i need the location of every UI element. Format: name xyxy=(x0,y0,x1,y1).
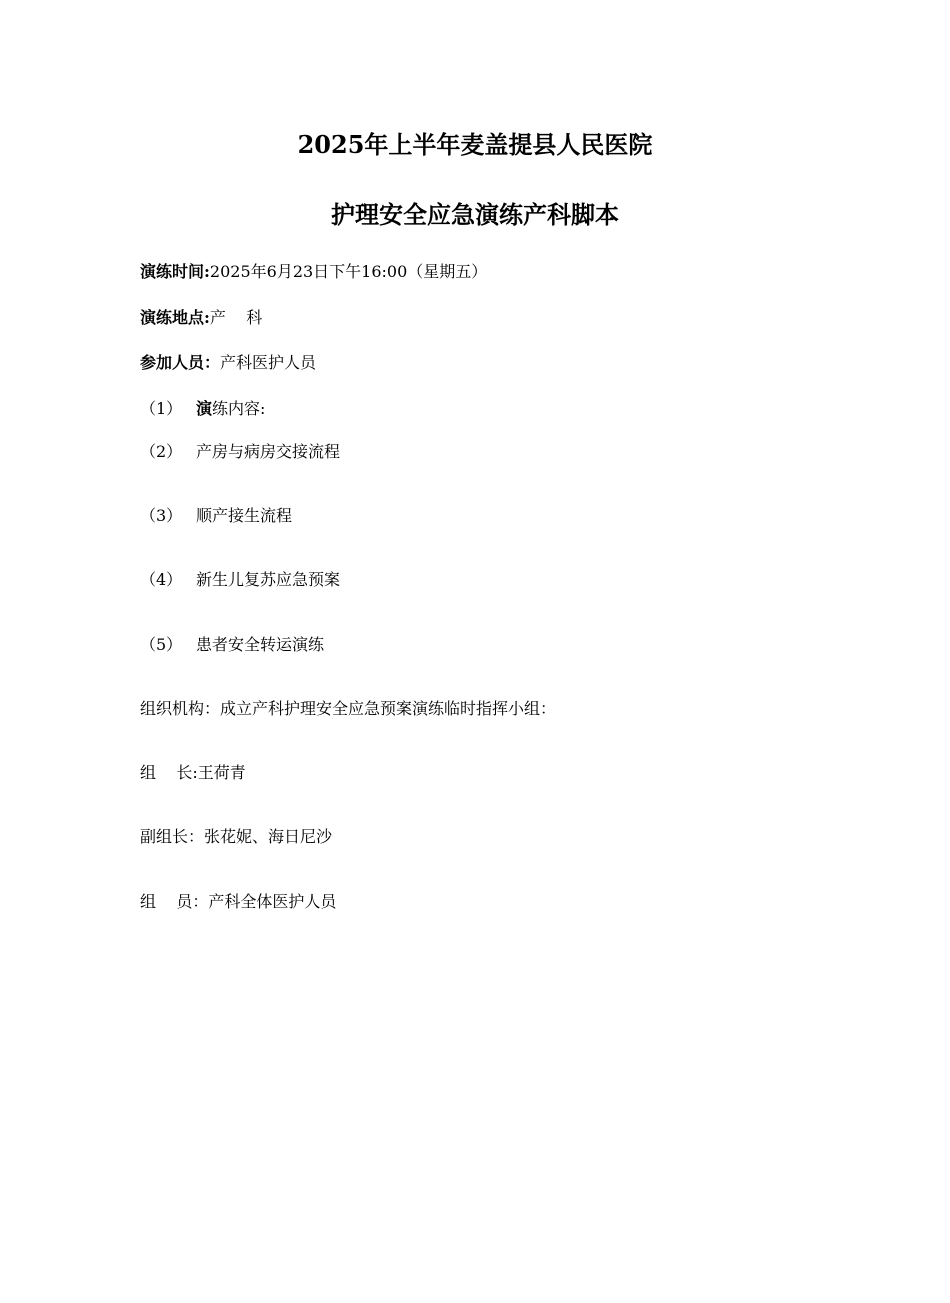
list-item-text: 练内容: xyxy=(212,399,266,418)
list-item xyxy=(140,569,340,591)
list-item xyxy=(140,505,292,527)
drill-time xyxy=(140,261,487,283)
drill-place-value: 产 科 xyxy=(209,308,263,327)
list-item-text: 产房与病房交接流程 xyxy=(196,442,341,461)
drill-participants xyxy=(140,352,316,374)
list-item xyxy=(140,398,265,420)
list-item-number: （5） xyxy=(140,635,183,654)
drill-place xyxy=(140,307,262,329)
deputy-leader-line: 副组长：张花妮、海日尼沙 xyxy=(140,827,333,846)
list-item-number: （2） xyxy=(140,442,183,461)
drill-participants-label: 参加人员： xyxy=(140,353,221,372)
document-title-line1: 2025年上半年麦盖提县人民医院 xyxy=(297,130,653,159)
drill-participants-value: 产科医护人员 xyxy=(220,353,317,372)
list-item-text: 患者安全转运演练 xyxy=(196,635,325,654)
drill-time-value: 2025年6月23日下午16:00（星期五） xyxy=(209,262,488,281)
list-item-number: （4） xyxy=(140,570,183,589)
drill-place-label: 演练地点: xyxy=(140,308,210,327)
document-title-line2: 护理安全应急演练产科脚本 xyxy=(331,200,619,229)
list-item-bold-text: 演 xyxy=(196,399,213,418)
list-item-number: （3） xyxy=(140,506,183,525)
list-item-number: （1） xyxy=(140,399,183,418)
organization-line: 组织机构：成立产科护理安全应急预案演练临时指挥小组： xyxy=(140,699,557,718)
list-item xyxy=(140,634,324,656)
list-item xyxy=(140,441,340,463)
members-line: 组 员：产科全体医护人员 xyxy=(140,892,337,911)
drill-time-label: 演练时间: xyxy=(140,262,210,281)
list-item-text: 新生儿复苏应急预案 xyxy=(196,570,341,589)
leader-line: 组 长:王荷青 xyxy=(140,763,246,782)
list-item-text: 顺产接生流程 xyxy=(196,506,293,525)
